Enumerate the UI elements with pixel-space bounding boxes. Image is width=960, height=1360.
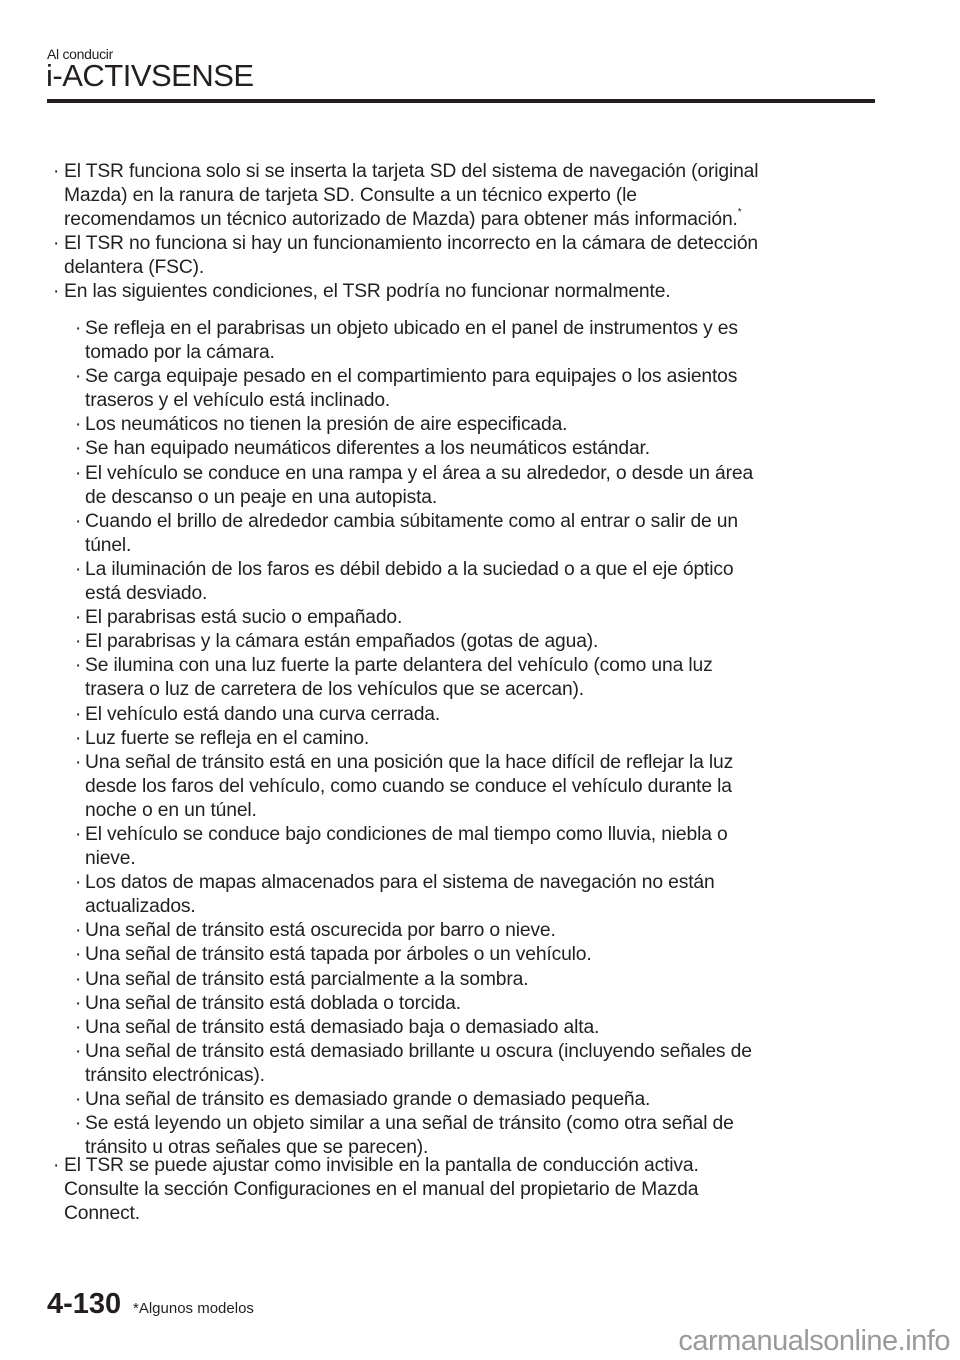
final-list [0, 1154, 960, 1226]
list-item [0, 630, 960, 654]
text-line: El TSR no funciona si hay un funcionamiento incorrecto en la cámara de detección [64, 233, 758, 255]
bullet-icon: · [75, 607, 82, 629]
text-line: La iluminación de los faros es débil debido a la suciedad o a que el eje óptico [85, 558, 734, 580]
list-item [0, 413, 960, 437]
list-item [0, 1088, 960, 1112]
bullet-icon: · [75, 1040, 82, 1062]
bullet-icon: · [75, 703, 82, 725]
bullet-icon: · [75, 872, 82, 894]
bullet-icon: · [75, 1113, 82, 1135]
list-item [0, 823, 960, 871]
text-line: recomendamos un técnico autorizado de Mazda) para obtener más información.* [64, 207, 742, 231]
bullet-icon: · [75, 510, 82, 532]
text-line: El vehículo está dando una curva cerrada. [85, 703, 441, 725]
text-line: Se está leyendo un objeto similar a una señal de tránsito (como otra señal de [85, 1113, 734, 1135]
bullet-icon: · [75, 823, 82, 845]
text-line: Se ilumina con una luz fuerte la parte delantera del vehículo (como una luz [85, 655, 713, 677]
text-line: El TSR se puede ajustar como invisible en la pantalla de conducción activa. [64, 1155, 699, 1176]
text-line: Se refleja en el parabrisas un objeto ubicado en el panel de instrumentos y es [85, 318, 738, 339]
bullet-icon: · [75, 631, 82, 653]
bullet-icon: · [53, 1155, 60, 1176]
bullet-icon: · [75, 751, 82, 773]
header-divider [47, 99, 875, 103]
list-item [0, 654, 960, 702]
conditions-list [0, 317, 960, 1160]
intro-list [0, 160, 960, 305]
list-item [0, 317, 960, 365]
list-item [0, 558, 960, 606]
text-line: Una señal de tránsito está doblada o torcida. [85, 992, 461, 1014]
list-item [0, 365, 960, 413]
bullet-icon: · [75, 920, 82, 942]
text-line: Se han equipado neumáticos diferentes a los neumáticos estándar. [85, 438, 650, 460]
list-item [0, 751, 960, 823]
list-item [0, 871, 960, 919]
text-line: El parabrisas y la cámara están empañados (gotas de agua). [85, 631, 599, 653]
text-line: tomado por la cámara. [85, 342, 275, 364]
bullet-icon: · [75, 366, 82, 388]
text-line: actualizados. [85, 896, 196, 918]
list-item [0, 1040, 960, 1088]
bullet-icon: · [53, 233, 60, 255]
list-item [0, 232, 960, 280]
bullet-icon: · [75, 655, 82, 677]
text-line: Luz fuerte se refleja en el camino. [85, 727, 370, 749]
list-item [0, 462, 960, 510]
list-item [0, 280, 960, 304]
page-title: i-ACTIVSENSE [46, 58, 254, 93]
bullet-icon: · [75, 462, 82, 484]
section-label: Al conducir [47, 46, 113, 62]
text-line: Mazda) en la ranura de tarjeta SD. Consulte a un técnico experto (le [64, 185, 637, 207]
text-line: Se carga equipaje pesado en el compartimiento para equipajes o los asientos [85, 366, 738, 388]
text-line: noche o en un túnel. [85, 799, 257, 821]
text-line: Una señal de tránsito está demasiado brillante u oscura (incluyendo señales de [85, 1040, 752, 1062]
text-line: está desviado. [85, 583, 208, 605]
text-line: En las siguientes condiciones, el TSR podría no funcionar normalmente. [64, 281, 671, 303]
list-item [0, 727, 960, 751]
bullet-icon: · [75, 558, 82, 580]
text-line: Consulte la sección Configuraciones en el manual del propietario de Mazda [64, 1179, 699, 1201]
text-line: Una señal de tránsito está oscurecida por barro o nieve. [85, 920, 556, 942]
text-line: Una señal de tránsito es demasiado grande o demasiado pequeña. [85, 1089, 651, 1110]
text-line: Una señal de tránsito está en una posición que la hace difícil de reflejar la luz [85, 751, 734, 773]
text-line: Una señal de tránsito está tapada por árboles o un vehículo. [85, 944, 592, 966]
text-line: Una señal de tránsito está demasiado baja o demasiado alta. [85, 1016, 600, 1038]
bullet-icon: · [75, 438, 82, 460]
text-line: Los datos de mapas almacenados para el sistema de navegación no están [85, 872, 715, 894]
text-line: Connect. [64, 1203, 140, 1225]
footnote-marker: * [737, 207, 742, 219]
page-number: 4-130 [47, 1288, 122, 1320]
bullet-icon: · [53, 161, 60, 182]
bullet-icon: · [75, 1016, 82, 1038]
text-line: El vehículo se conduce en una rampa y el área a su alrededor, o desde un área [85, 462, 754, 484]
text-line: Los neumáticos no tienen la presión de aire especificada. [85, 414, 568, 436]
bullet-icon: · [75, 968, 82, 990]
watermark: carmanualsonline.info [678, 1325, 950, 1357]
list-item [0, 510, 960, 558]
list-item [0, 943, 960, 967]
list-item [0, 919, 960, 943]
list-item [0, 703, 960, 727]
list-item [0, 437, 960, 461]
text-line: de descanso o un peaje en una autopista. [85, 486, 438, 508]
list-item [0, 606, 960, 630]
text-line: delantera (FSC). [64, 257, 205, 279]
text-line: traseros y el vehículo está inclinado. [85, 390, 391, 412]
text-line: El vehículo se conduce bajo condiciones de mal tiempo como lluvia, niebla o [85, 823, 728, 845]
list-item [0, 1016, 960, 1040]
text-line: trasera o luz de carretera de los vehículos que se acercan). [85, 679, 585, 701]
bullet-icon: · [75, 727, 82, 749]
bullet-icon: · [75, 944, 82, 966]
list-item [0, 1154, 960, 1226]
list-item [0, 992, 960, 1016]
text-line: Una señal de tránsito está parcialmente a la sombra. [85, 968, 529, 990]
footnote: *Algunos modelos [133, 1300, 254, 1317]
text-line: El TSR funciona solo si se inserta la tarjeta SD del sistema de navegación (original [64, 161, 759, 182]
text-line: tránsito u otras señales que se parecen). [85, 1137, 429, 1159]
text-line: tránsito electrónicas). [85, 1064, 265, 1086]
bullet-icon: · [53, 281, 60, 303]
list-item [0, 160, 960, 232]
text-line: Cuando el brillo de alrededor cambia súbitamente como al entrar o salir de un [85, 510, 738, 532]
list-item [0, 968, 960, 992]
text-line: desde los faros del vehículo, como cuando se conduce el vehículo durante la [85, 775, 732, 797]
text-line: El parabrisas está sucio o empañado. [85, 607, 403, 629]
bullet-icon: · [75, 318, 82, 339]
bullet-icon: · [75, 992, 82, 1014]
text-line: túnel. [85, 534, 132, 556]
bullet-icon: · [75, 1089, 82, 1110]
bullet-icon: · [75, 414, 82, 436]
text-line: nieve. [85, 848, 136, 870]
